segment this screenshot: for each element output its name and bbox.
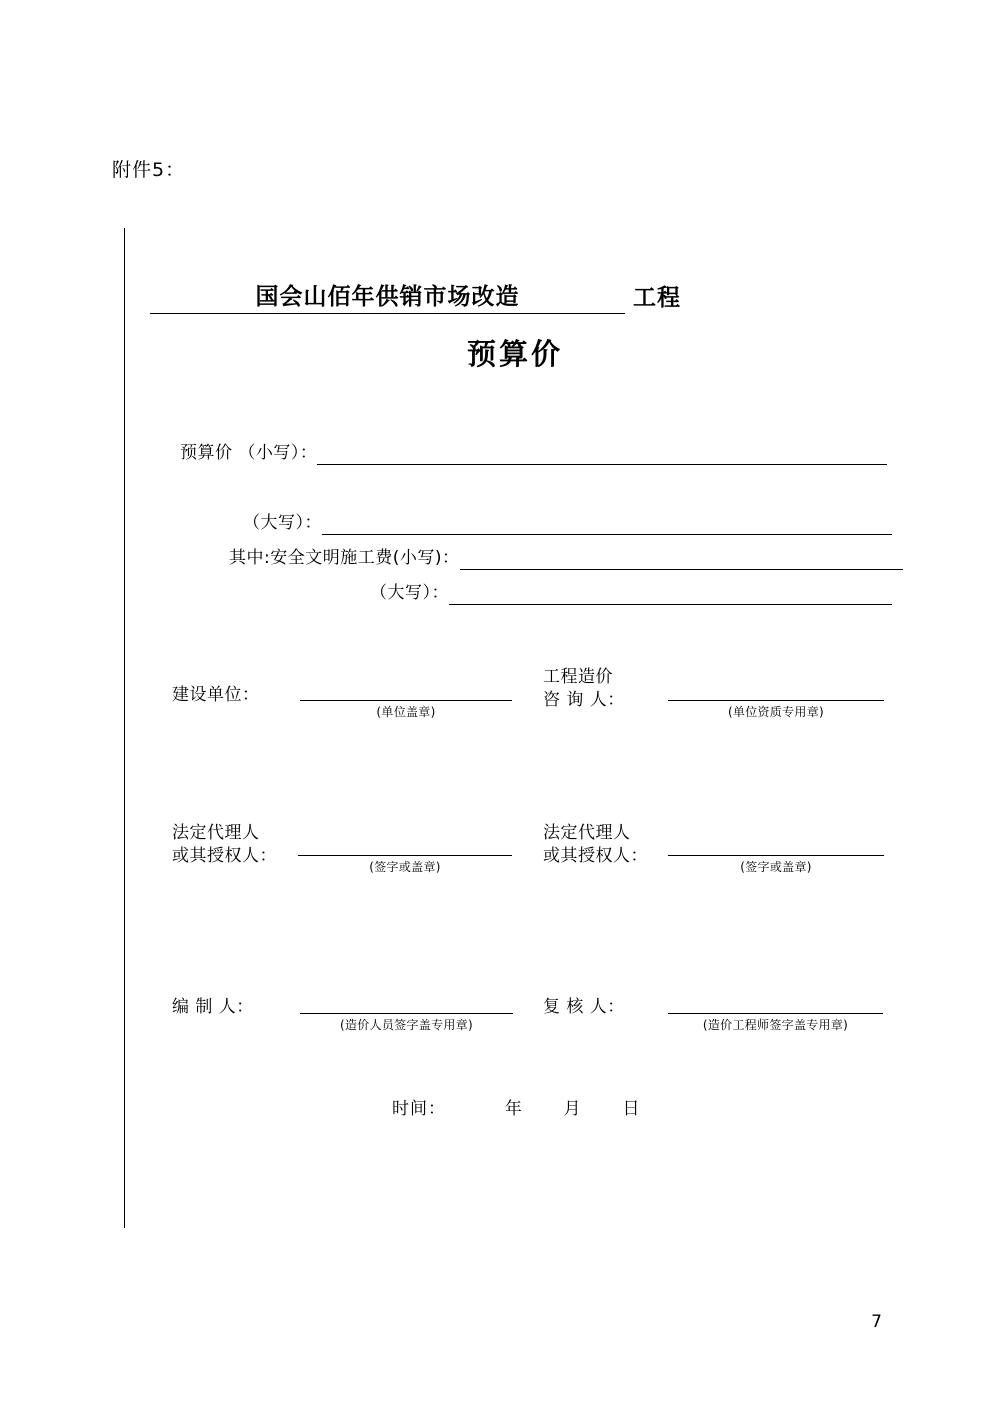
legal-agent-left-label-line2: 或其授权人： [172, 845, 277, 866]
construction-unit-field[interactable] [300, 700, 512, 720]
project-name-blank [150, 278, 625, 314]
project-title-suffix: 工程 [633, 285, 681, 311]
legal-agent-left-label-line1: 法定代理人 [172, 823, 260, 843]
preparer-label-group [172, 996, 254, 1019]
safety-fee-uppercase-label: （大写）： [370, 583, 449, 603]
legal-agent-right-label-group [543, 822, 648, 868]
reviewer-label-group [543, 996, 625, 1019]
project-name-text: 国会山佰年供销市场改造 [255, 284, 520, 310]
preparer-note: (造价人员签字盖专用章) [340, 1018, 473, 1032]
page-title: 预算价 [466, 337, 563, 371]
legal-agent-right-note: (签字或盖章) [740, 860, 812, 874]
date-year-label[interactable]: 年 [504, 1099, 523, 1119]
budget-amount-lowercase-row [180, 438, 887, 465]
legal-agent-right-field[interactable] [668, 855, 884, 875]
reviewer-note: (造价工程师签字盖专用章) [702, 1018, 849, 1032]
budget-amount-uppercase-row [243, 508, 892, 535]
reviewer-label: 复 核 人： [543, 997, 625, 1017]
budget-amount-uppercase-label: （大写）： [243, 513, 322, 533]
legal-agent-left-note: (签字或盖章) [369, 860, 441, 874]
legal-agent-right-label-line2: 或其授权人： [543, 845, 648, 866]
preparer-line[interactable] [300, 1013, 513, 1014]
cost-consultant-line[interactable] [668, 700, 884, 701]
construction-unit-label: 建设单位： [172, 685, 260, 705]
budget-amount-uppercase-input[interactable] [322, 514, 892, 535]
safety-fee-uppercase-row [370, 578, 892, 605]
reviewer-field[interactable] [668, 1013, 883, 1033]
reviewer-line[interactable] [668, 1013, 883, 1014]
safety-fee-uppercase-input[interactable] [449, 584, 892, 605]
legal-agent-left-label-group [172, 822, 277, 868]
budget-amount-lowercase-input[interactable] [317, 444, 887, 465]
construction-unit-note: (单位盖章) [376, 705, 436, 719]
cost-consultant-label-group [543, 666, 625, 712]
page-number: 7 [871, 1312, 882, 1332]
preparer-label: 编 制 人： [172, 997, 254, 1017]
construction-unit-label-group [172, 684, 260, 707]
construction-unit-line[interactable] [300, 700, 512, 701]
date-day-label[interactable]: 日 [622, 1099, 641, 1119]
legal-agent-right-line[interactable] [668, 855, 884, 856]
safety-fee-lowercase-row [229, 543, 903, 570]
safety-fee-lowercase-input[interactable] [460, 549, 903, 570]
cost-consultant-field[interactable] [668, 700, 884, 720]
date-row [392, 1094, 640, 1119]
cost-consultant-label-line1: 工程造价 [543, 667, 613, 687]
legal-agent-right-label-line1: 法定代理人 [543, 823, 631, 843]
legal-agent-left-line[interactable] [298, 855, 512, 856]
date-month-label[interactable]: 月 [563, 1099, 582, 1119]
preparer-field[interactable] [300, 1013, 513, 1033]
attachment-label: 附件5： [112, 159, 186, 181]
cost-consultant-label-line2: 咨 询 人： [543, 689, 625, 710]
cost-consultant-note: (单位资质专用章) [727, 705, 825, 719]
budget-amount-lowercase-label: 预算价 （小写）： [180, 443, 318, 463]
safety-fee-lowercase-label: 其中:安全文明施工费(小写)： [229, 548, 460, 568]
date-label: 时间： [392, 1099, 446, 1119]
project-title-row [150, 280, 910, 314]
legal-agent-left-field[interactable] [298, 855, 512, 875]
left-vertical-rule [124, 228, 125, 1228]
